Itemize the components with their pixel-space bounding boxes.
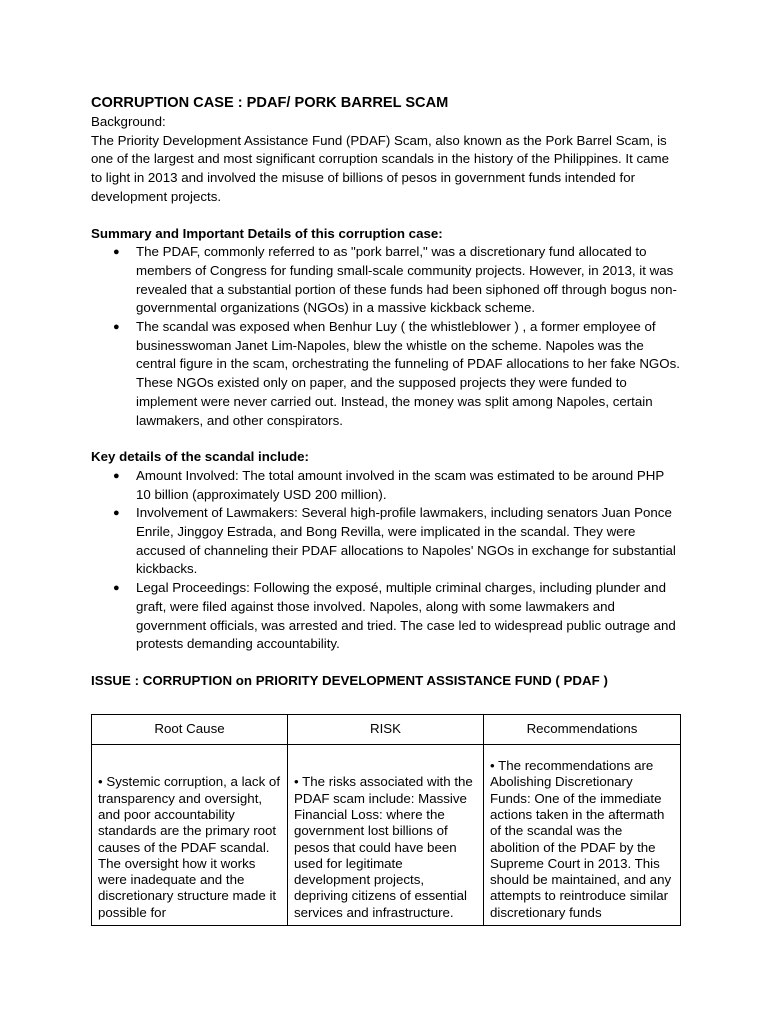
summary-heading: Summary and Important Details of this corruption case: [91, 225, 443, 241]
header-risk: RISK [288, 715, 484, 745]
bullet-icon: ● [113, 246, 120, 259]
key-details-heading: Key details of the scandal include: [91, 449, 309, 465]
list-item-text: Amount Involved: The total amount involved in the scam was estimated to be around PHP 10 billion (approximately USD 200 million). [136, 467, 664, 502]
list-item-text: Involvement of Lawmakers: Several high-profile lawmakers, including senators Juan Ponce Enrile, Jinggoy Estrada, and Bong Revilla, were implicated in the scandal. They were accused of channeling their PDAF allocations to Napoles' NGOs in exchange for substantial kickbacks. [136, 505, 676, 577]
cell-recommendations: • The recommendations are Abolishing Discretionary Funds: One of the immediate actions taken in the aftermath of the scandal was the abolition of the PDAF by the Supreme Court in 2013. This should be maintained, and any attempts to reintroduce similar discretionary funds [484, 745, 681, 926]
cell-risk: • The risks associated with the PDAF scam include: Massive Financial Loss: where the government lost billions of pesos that could have been used for legitimate development projects, depriving citizens of essential services and infrastructure. [288, 745, 484, 926]
list-item [91, 467, 681, 504]
bullet-icon: ● [113, 321, 120, 334]
list-item [91, 504, 681, 579]
document-content [91, 93, 681, 691]
bullet-icon: ● [113, 469, 120, 482]
list-item-text: The PDAF, commonly referred to as "pork barrel," was a discretionary fund allocated to members of Congress for funding small-scale community projects. However, in 2013, it was revealed that a substantial portion of these funds had been siphoned off through bogus non-governmental organizations (NGOs) in a massive kickback scheme. [136, 244, 677, 316]
list-item-text: Legal Proceedings: Following the exposé, multiple criminal charges, including plunder and graft, were filed against those involved. Napoles, along with some lawmakers and government officials, was arrested and tried. The case led to widespread public outrage and protests demanding accountability. [136, 580, 676, 652]
cell-root-cause: • Systemic corruption, a lack of transparency and oversight, and poor accountability standards are the primary root causes of the PDAF scandal. The oversight how it works were inadequate and the discretionary structure made it possible for [92, 745, 288, 926]
list-item [91, 579, 681, 654]
bullet-icon: ● [113, 507, 120, 520]
bullet-icon: ● [113, 582, 120, 595]
list-item-text: The scandal was exposed when Benhur Luy ( the whistleblower ) , a former employee of businesswoman Janet Lim-Napoles, blew the whistle on the scheme. Napoles was the central figure in the scam, orchestrating the funneling of PDAF allocations to her fake NGOs. These NGOs existed only on paper, and the supposed projects they were funded to implement were never carried out. Instead, the money was split among Napoles, certain lawmakers, and other conspirators. [136, 319, 680, 428]
document-title: CORRUPTION CASE : PDAF/ PORK BARREL SCAM [91, 95, 449, 111]
summary-list [91, 243, 681, 430]
background-text: The Priority Development Assistance Fund (PDAF) Scam, also known as the Pork Barrel Scam, is one of the largest and most significant corruption scandals in the history of the Philippines. It came to light in 2013 and involved the misuse of billions of pesos in government funds intended for development projects. [91, 132, 669, 204]
analysis-table [91, 714, 681, 926]
key-details-list [91, 467, 681, 654]
header-recommendations: Recommendations [484, 715, 681, 745]
header-root-cause: Root Cause [92, 715, 288, 745]
table-row [92, 745, 681, 926]
list-item [91, 243, 681, 318]
table-header-row [92, 715, 681, 745]
background-label: Background: [91, 114, 166, 129]
list-item [91, 318, 681, 430]
issue-heading: ISSUE : CORRUPTION on PRIORITY DEVELOPMENT ASSISTANCE FUND ( PDAF ) [91, 672, 608, 688]
